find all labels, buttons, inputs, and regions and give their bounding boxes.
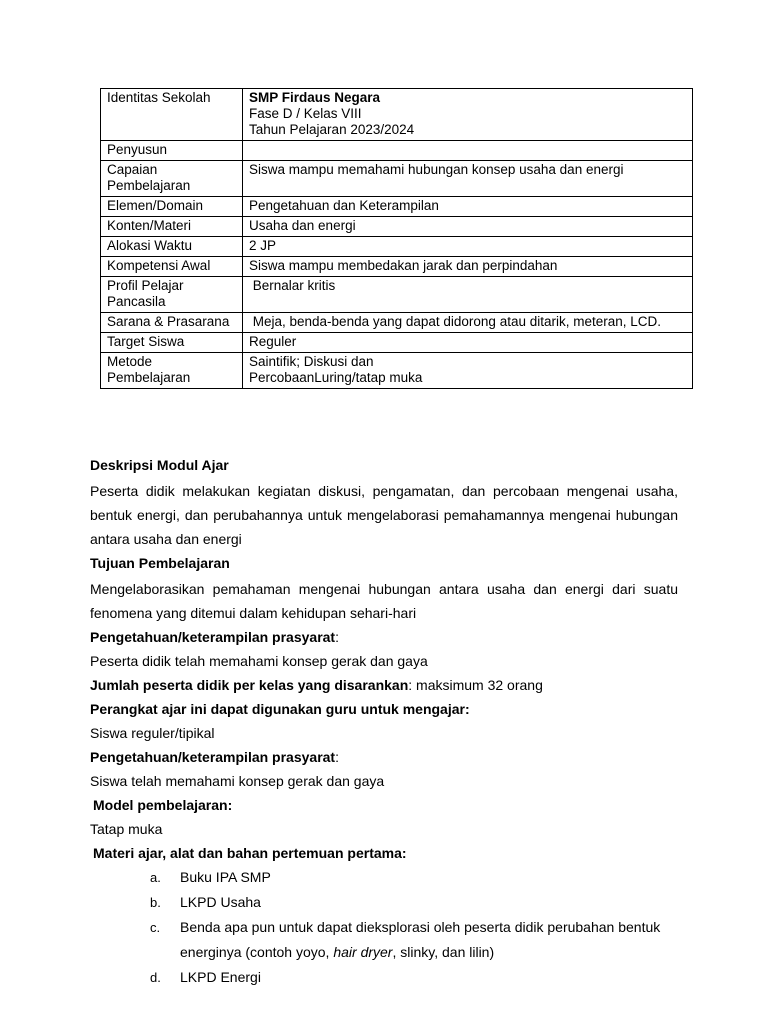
list-item [90,915,678,965]
prasyarat-line-1 [90,625,678,649]
prasyarat-suffix-1: : [335,629,339,645]
table-value-cell [243,277,693,313]
table-row [101,313,693,333]
materi-heading: Materi ajar, alat dan bahan pertemuan pertama: [93,845,407,861]
table-value-line: Meja, benda-benda yang dapat didorong atau ditarik, meteran, LCD. [249,314,662,329]
table-label-cell: Kompetensi Awal [101,257,243,277]
model-heading: Model pembelajaran: [93,797,233,813]
table-value-line: Bernalar kritis [249,278,336,293]
table-value-cell [243,353,693,389]
identity-table-body [101,89,693,389]
prasyarat-text-2: Siswa telah memahami konsep gerak dan gaya [90,773,385,789]
list-item-text: Buku IPA SMP [180,869,271,885]
table-row [101,353,693,389]
table-value-cell [243,197,693,217]
prasyarat-line-2 [90,745,678,769]
list-marker: d. [150,970,161,985]
perangkat-text: Siswa reguler/tipikal [90,725,215,741]
prasyarat-suffix-2: : [335,749,339,765]
table-label-cell: Metode Pembelajaran [101,353,243,389]
deskripsi-heading: Deskripsi Modul Ajar [90,457,229,473]
table-value-line: Siswa mampu membedakan jarak dan perpindahan [249,258,558,273]
list-marker: b. [150,895,161,910]
list-marker: c. [150,920,161,935]
table-row [101,217,693,237]
module-content [90,455,678,990]
table-value-cell [243,217,693,237]
table-value-line: PercobaanLuring/tatap muka [249,370,423,385]
table-value-line: Usaha dan energi [249,218,356,233]
table-row [101,257,693,277]
table-value-cell [243,257,693,277]
deskripsi-text: Peserta didik melakukan kegiatan diskusi, pengamatan, dan percobaan mengenai usaha, bentuk energi, dan perubahannya untuk mengelaborasi pemahamannya mengenai hubungan antara usaha dan energi [90,483,678,547]
table-label-cell: Sarana & Prasarana [101,313,243,333]
perangkat-heading: Perangkat ajar ini dapat digunakan guru untuk mengajar: [90,701,470,717]
table-value-line: Pengetahuan dan Keterampilan [249,198,439,213]
prasyarat-heading-2: Pengetahuan/keterampilan prasyarat [90,749,336,765]
prasyarat-heading-1: Pengetahuan/keterampilan prasyarat [90,629,336,645]
table-value-cell [243,89,693,141]
jumlah-heading: Jumlah peserta didik per kelas yang disarankan [90,677,409,693]
table-value-cell [243,161,693,197]
table-label-cell: Elemen/Domain [101,197,243,217]
table-value-cell [243,141,693,161]
list-item [90,890,678,915]
tujuan-heading: Tujuan Pembelajaran [90,555,230,571]
list-item-text: LKPD Energi [180,969,261,985]
table-row [101,161,693,197]
list-item-text: Benda apa pun untuk dapat dieksplorasi oleh peserta didik perubahan bentuk energinya (contoh yoyo, [180,919,661,960]
table-row [101,333,693,353]
table-label-cell: Capaian Pembelajaran [101,161,243,197]
table-row [101,237,693,257]
model-text: Tatap muka [90,821,163,837]
table-value-cell [243,333,693,353]
list-item-italic: hair dryer [333,944,393,960]
identity-table [100,88,693,389]
table-row [101,141,693,161]
list-item-text-end: , slinky, dan lilin) [392,944,495,960]
list-item [90,965,678,990]
table-value-cell [243,313,693,333]
table-value-line: 2 JP [249,238,277,253]
list-marker: a. [150,870,161,885]
table-label-cell: Konten/Materi [101,217,243,237]
list-item [90,865,678,890]
jumlah-line [90,673,678,697]
table-label-cell: Identitas Sekolah [101,89,243,141]
table-label-cell: Target Siswa [101,333,243,353]
table-label-cell: Penyusun [101,141,243,161]
table-row [101,89,693,141]
table-row [101,277,693,313]
tujuan-text: Mengelaborasikan pemahaman mengenai hubungan antara usaha dan energi dari suatu fenomena yang ditemui dalam kehidupan sehari-hari [90,581,678,621]
table-value-line: SMP Firdaus Negara [249,90,381,105]
table-value-line: Reguler [249,334,297,349]
table-value-line: Saintifik; Diskusi dan [249,354,374,369]
table-value-cell [243,237,693,257]
table-row [101,197,693,217]
table-label-cell: Profil Pelajar Pancasila [101,277,243,313]
jumlah-value: : maksimum 32 orang [408,677,543,693]
materials-list [90,865,678,990]
table-value-line: Fase D / Kelas VIII [249,106,362,121]
table-value-line: Siswa mampu memahami hubungan konsep usaha dan energi [249,162,624,177]
list-item-text: LKPD Usaha [180,894,261,910]
table-value-line: Tahun Pelajaran 2023/2024 [249,122,415,137]
prasyarat-text-1: Peserta didik telah memahami konsep gerak dan gaya [90,653,428,669]
table-label-cell: Alokasi Waktu [101,237,243,257]
